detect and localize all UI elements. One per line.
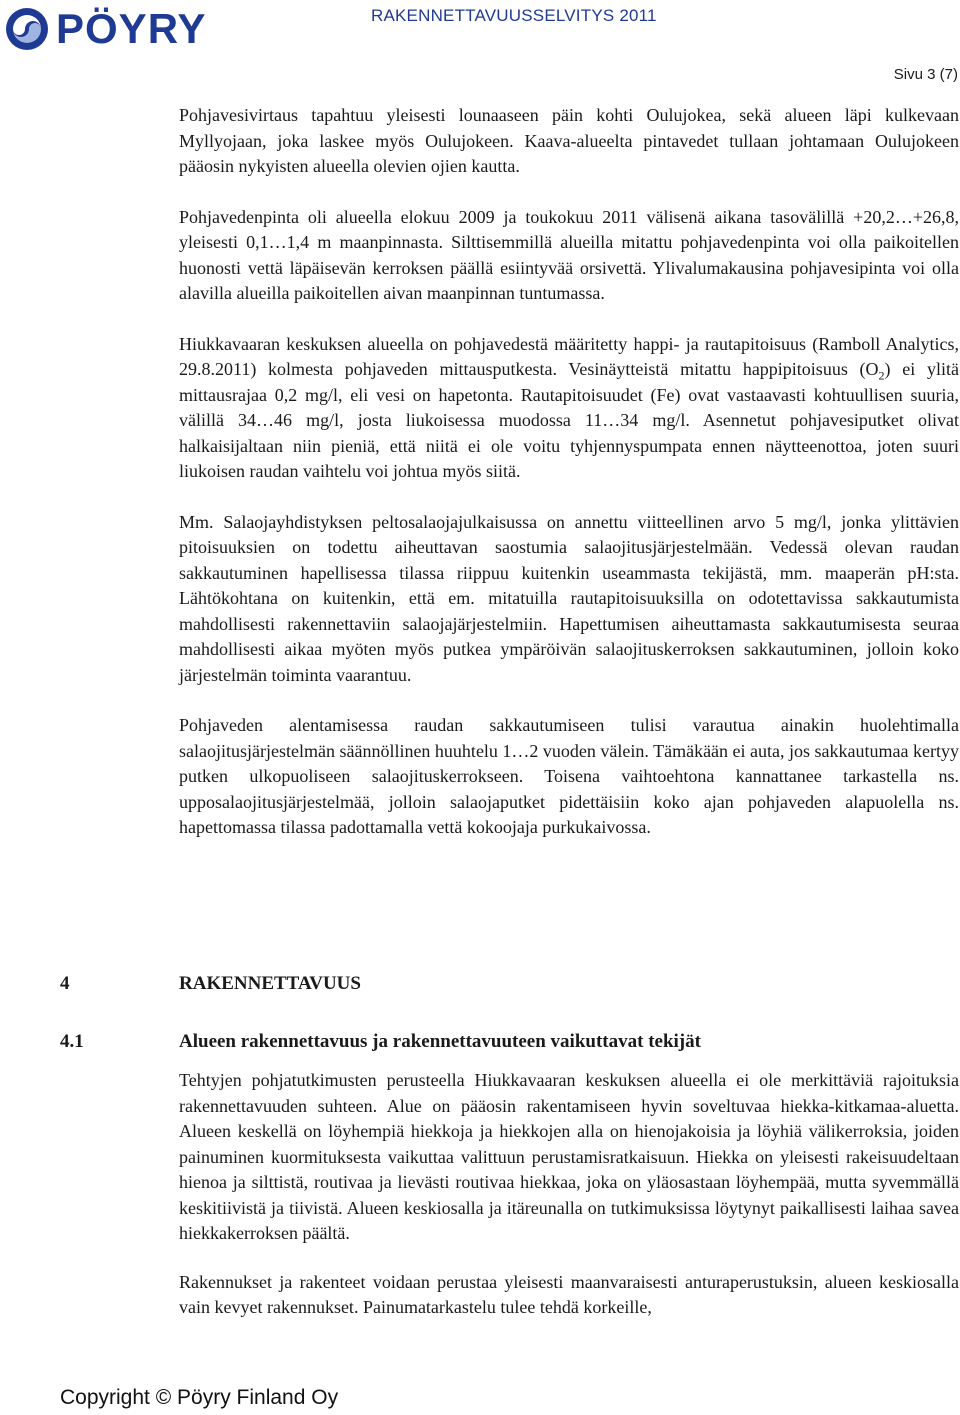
logo-wordmark: PÖYRY (56, 5, 207, 52)
page-number: Sivu 3 (7) (893, 66, 958, 83)
subscript: 2 (878, 368, 885, 383)
paragraph-part: Hiukkavaaran keskuksen alueella on pohjavedestä määritetty happi- ja rautapitoisuus (Ramboll Analytics, 29.8.2011) kolmesta pohjaveden mittausputkesta. Vesinäytteistä mitattu happipitoisuus (O (179, 333, 959, 379)
subsection-title: Alueen rakennettavuus ja rakennettavuuteen vaikuttavat tekijät (179, 1031, 701, 1052)
poyry-swirl-icon (4, 6, 50, 52)
paragraph: Pohjavedenpinta oli alueella elokuu 2009 ja toukokuu 2011 välisenä aikana tasovälillä +20,2…+26,8, yleisesti 0,1…1,4 m maanpinnasta. Silttisemmillä alueilla mitattu pohjavedenpinta voi olla paikoitellen huonosti vettä läpäisevän kerroksen päällä esiintyvää orsivettä. Ylivalumakausina pohjavesipinta voi olla alavilla alueilla paikoitellen aivan maanpinnan tuntumassa. (179, 206, 959, 303)
subsection-body (179, 1068, 959, 1344)
company-logo (4, 4, 206, 54)
section-heading (60, 973, 361, 995)
paragraph: Pohjaveden alentamisessa raudan sakkautumiseen tulisi varautua ainakin huolehtimalla salaojitusjärjestelmän säännöllinen huuhtelu 1…2 vuoden välein. Tämäkään ei auta, jos sakkautumaa kertyy putken ulkopuoliseen salaojituskerrokseen. Toisena vaihtoehtona kannattanee tarkastella ns. upposalaojitusjärjestelmää, jolloin salaojaputket pidettäisiin koko ajan pohjaveden alapuolella ns. hapettomassa tilassa padottamalla vettä kokoojaja purkukaivossa. (179, 715, 959, 837)
section-title: RAKENNETTAVUUS (179, 973, 361, 994)
paragraph: Pohjavesivirtaus tapahtuu yleisesti lounaaseen päin kohti Oulujokea, sekä alueen läpi kulkevaan Myllyojaan, joka laskee myös Oulujokeen. Kaava-alueelta pintavedet tullaan johtamaan Oulujokeen pääosin nykyisten alueella olevien ojien kautta. (179, 105, 959, 176)
paragraph: Tehtyjen pohjatutkimusten perusteella Hiukkavaaran keskuksen alueella ei ole merkittäviä rajoituksia rakennettavuuden suhteen. Alue on pääosin rakentamiseen hyvin soveltuvaa hiekka-kitkamaa-aluetta. Alueen keskellä on löyhempiä hiekkoja ja hiekkojen alla on hienojakoisia ja löyhiä välikerroksia, joiden painuminen kuormituksesta vaikuttaa valittuun perustamisratkaisuun. Hiekka on yleisesti rakeisuudeltaan hienoa ja silttistä, routivaa ja lievästi routivaa hiekkaa, joka on yläosastaan löyhempää, mutta syvemmällä keskitiivistä ja tiivistä. Alueen keskiosalla ja itäreunalla on tutkimuksissa löytynyt paikallisesti laihaa savea hiekkakerroksen päältä. (179, 1070, 959, 1243)
subsection-heading (60, 1031, 701, 1053)
report-title: RAKENNETTAVUUSSELVITYS 2011 (371, 6, 657, 25)
paragraph: Mm. Salaojayhdistyksen peltosalaojajulkaisussa on annettu viitteellinen arvo 5 mg/l, jonka ylittävien pitoisuuksien on todettu aiheuttavan saostumia salaojitusjärjestelmään. Vedessä olevan raudan sakkautuminen hapellisessa tilassa riippuu kuitenkin useammasta tekijästä, mm. maaperän pH:sta. Lähtökohtana on kuitenkin, että em. mitatuilla rautapitoisuuksilla on odotettavissa sakkautumista mahdollisesti rakennettaviin salaojajärjestelmiin. Hapettumisen aiheuttamasta sakkautumisesta seuraa mahdollisesti aikaa myöten myös putkea ympäröivän salaojituskerroksen sakkautuminen, jolloin koko järjestelmän toiminta vaarantuu. (179, 511, 959, 685)
body-text (179, 103, 959, 841)
paragraph-part: ) ei ylitä mittausrajaa 0,2 mg/l, eli vesi on hapetonta. Rautapitoisuudet (Fe) ovat vastaavasti kohtuullisen suuria, välillä 34…46 mg/l, josta liukoisessa muodossa 11…34 mg/l. Asennetut pohjavesiputket olivat halkaisijaltaan niin pieniä, että niitä ei ole voitu tyhjennyspumpata ennen näytteenottoa, joten suuri liukoisen raudan vaihtelu voi johtua myös siitä. (179, 359, 959, 481)
footer-copyright: Copyright © Pöyry Finland Oy (60, 1386, 339, 1409)
subsection-number: 4.1 (60, 1031, 84, 1052)
paragraph: Rakennukset ja rakenteet voidaan perustaa yleisesti maanvaraisesti anturaperustuksin, alueen keskiosalla vain kevyet rakennukset. Painumatarkastelu tulee tehdä korkeille, (179, 1271, 959, 1317)
paragraph-oxygen (179, 332, 959, 485)
section-number: 4 (60, 973, 70, 994)
